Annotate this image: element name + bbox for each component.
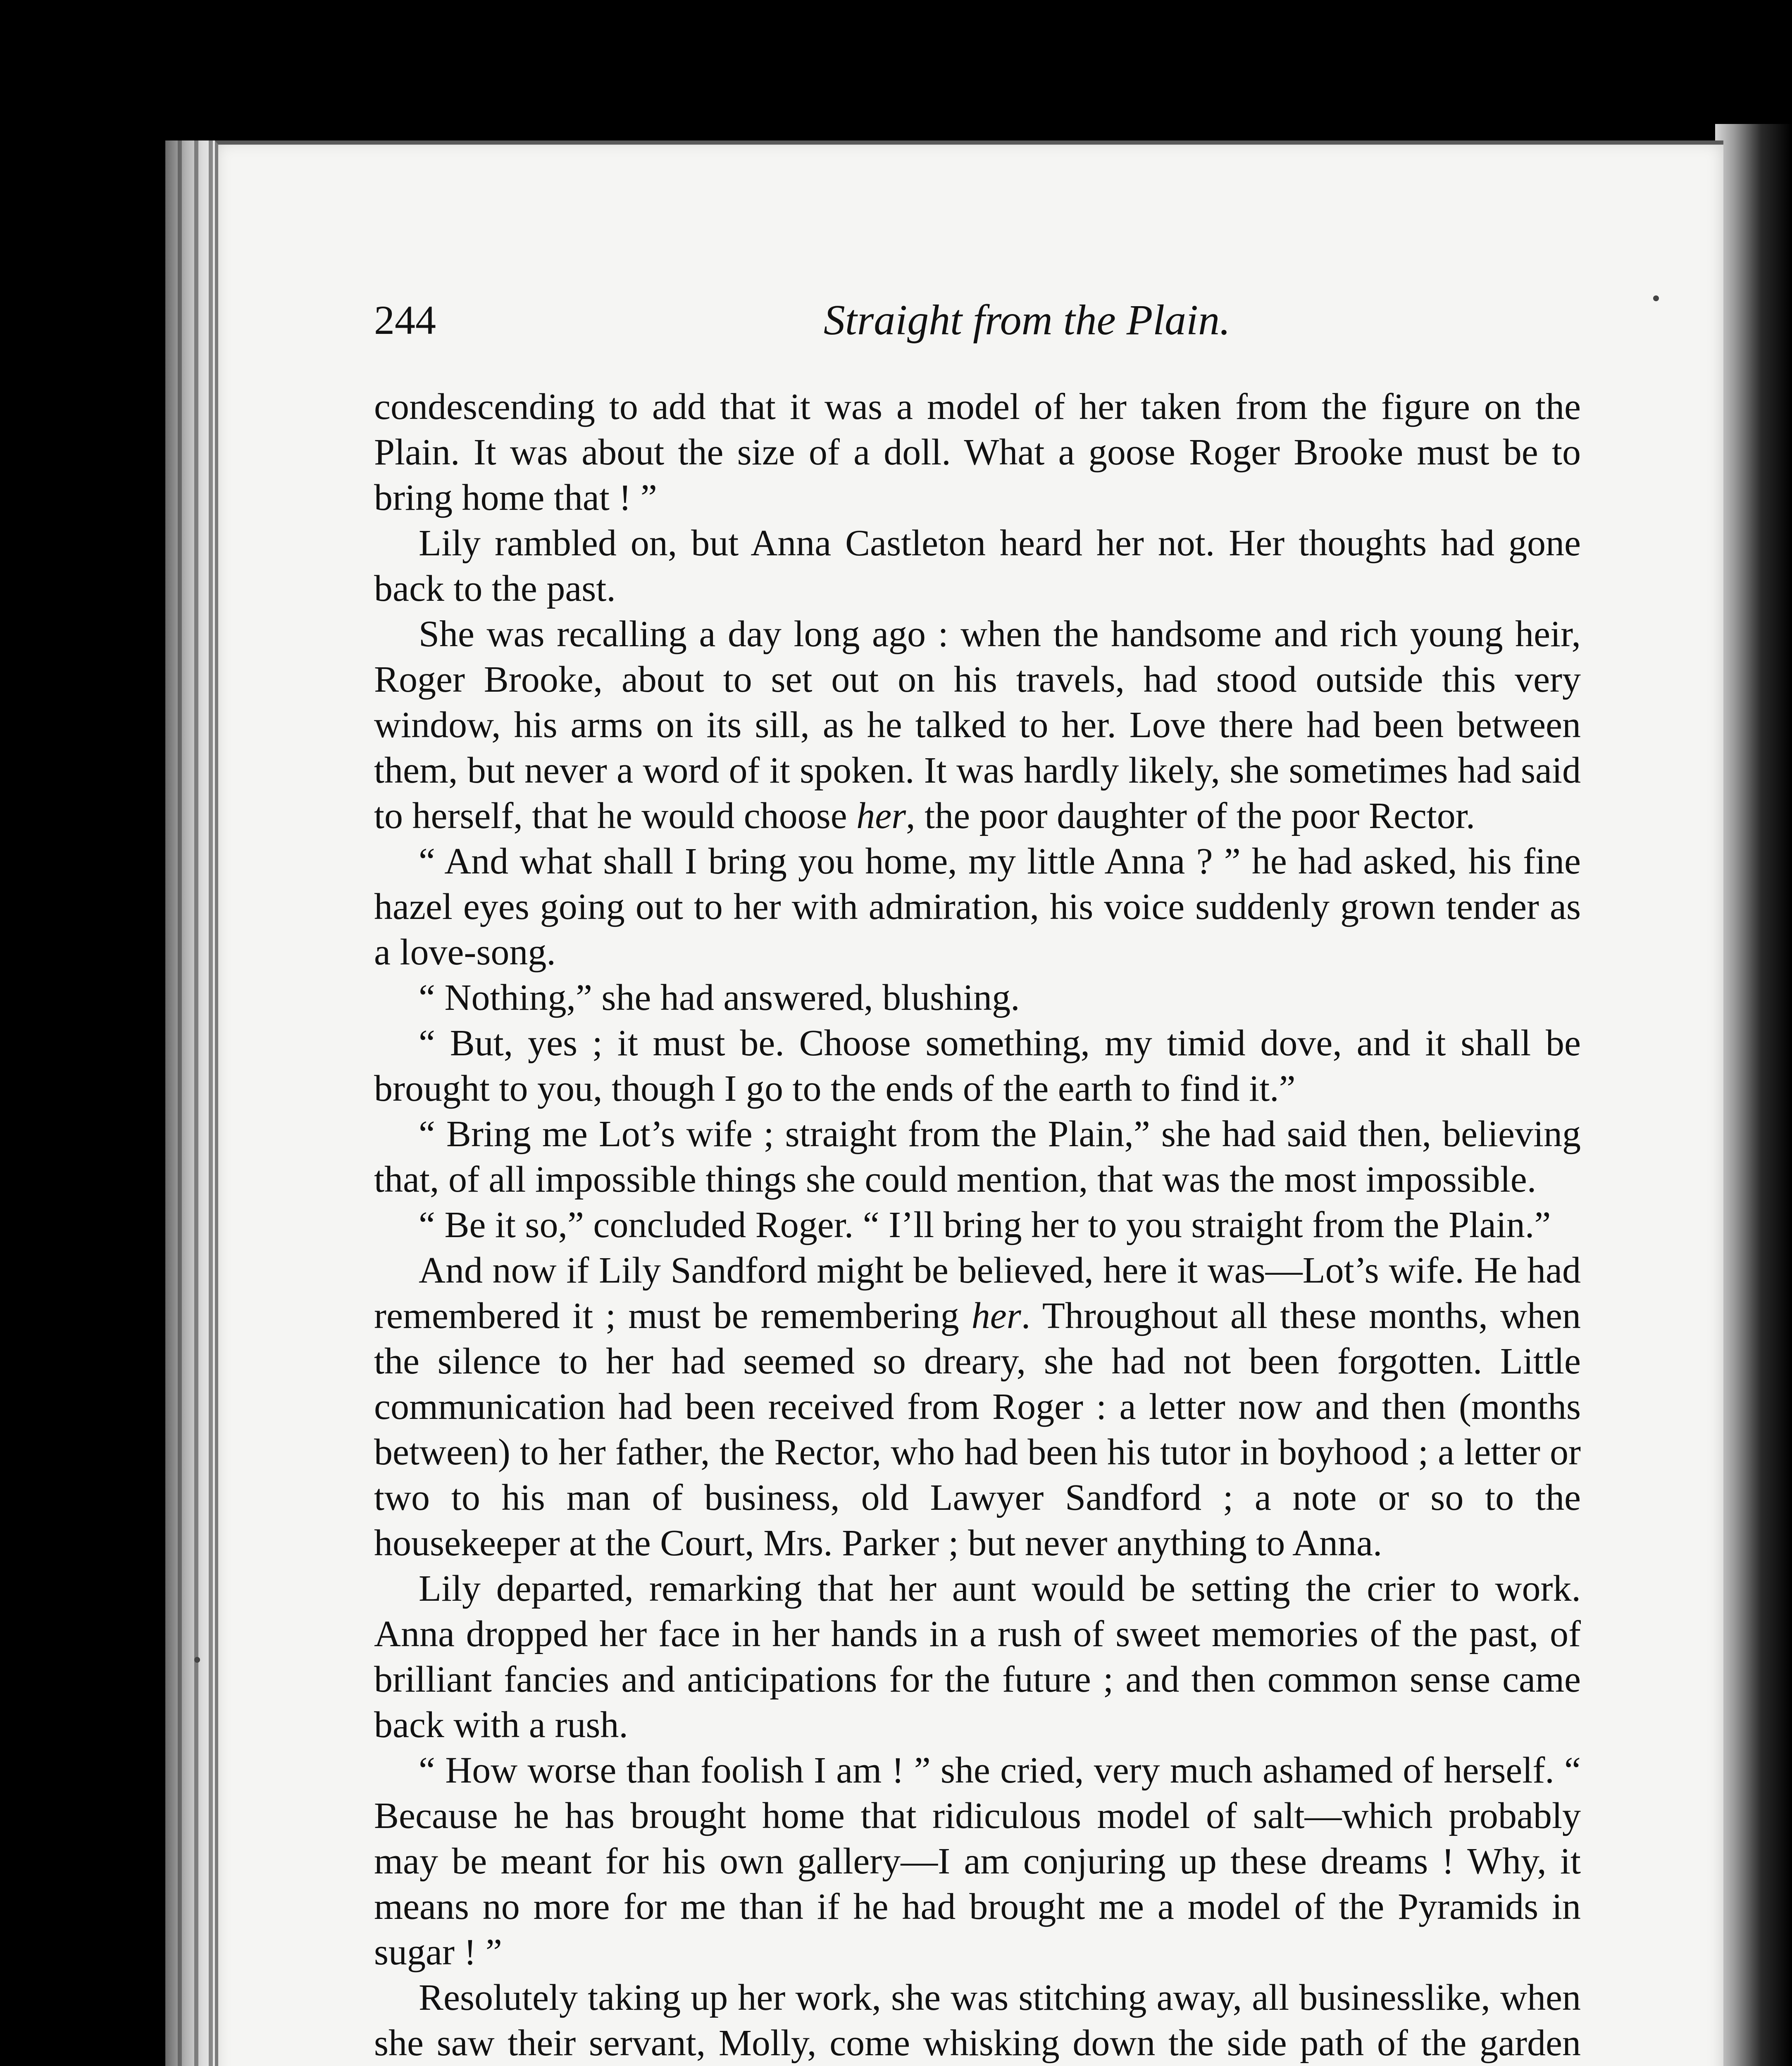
paragraph: “ Nothing,” she had answered, blushing.: [419, 977, 1020, 1018]
binding-line: [194, 140, 198, 2066]
paragraph: “ How worse than foolish I am ! ” she cried, very much ashamed of herself. “ Because he has brought home that ridiculous model of salt—which probably may be meant for his own gallery—I am conjuring up these dreams ! Why, it means no more for me than if he had brought me a model of the Pyramids in sugar ! ”: [374, 1750, 1581, 1973]
running-title: Straight from the Plain.: [823, 296, 1231, 344]
paragraph: condescending to add that it was a model of her taken from the figure on the Plain. It was about the size of a doll. What a goose Roger Brooke must be to bring home that ! ”: [374, 386, 1581, 518]
emphasized-word: her: [971, 1295, 1021, 1336]
print-speck: [1653, 295, 1659, 301]
paragraph: [374, 1248, 1581, 1566]
paragraph-text: And now if Lily Sandford might be believed, here it was—Lot’s wife. He had remembered it ; must be remembering: [374, 1250, 1581, 1336]
paragraph-text: , the poor daughter of the poor Rector.: [906, 795, 1475, 836]
paragraph: “ Be it so,” concluded Roger. “ I’ll bring her to you straight from the Plain.”: [419, 1204, 1551, 1245]
gutter-shadow: [1715, 124, 1792, 2066]
paragraph: [374, 612, 1581, 839]
paragraph: “ Bring me Lot’s wife ; straight from the Plain,” she had said then, believing that, of all impossible things she could mention, that was the most impossible.: [374, 1114, 1581, 1200]
body-text: [374, 384, 1581, 2066]
emphasized-word: her: [856, 795, 906, 836]
paragraph: “ And what shall I bring you home, my little Anna ? ” he had asked, his fine hazel eyes going out to her with admiration, his voice suddenly grown tender as a love-song.: [374, 841, 1581, 973]
paragraph: Lily departed, remarking that her aunt would be setting the crier to work. Anna dropped her face in her hands in a rush of sweet memories of the past, of brilliant fancies and anticipations for the future ; and then common sense came back with a rush.: [374, 1568, 1581, 1745]
paragraph-text: . Throughout all these months, when the silence to her had seemed so dreary, she had not been forgotten. Little communication had been received from Roger : a letter now and then (months between) to her father, the Rector, who had been his tutor in boyhood ; a letter or two to his man of business, old Lawyer Sandford ; a note or so to the housekeeper at the Court, Mrs. Parker ; but never anything to Anna.: [374, 1295, 1581, 1564]
binding-line: [209, 140, 213, 2066]
paragraph: Resolutely taking up her work, she was stitching away, all businesslike, when she saw their servant, Molly, come whisking down the side path of the garden: [374, 1977, 1581, 2064]
paragraph: Lily rambled on, but Anna Castleton heard her not. Her thoughts had gone back to the past.: [374, 523, 1581, 609]
print-speck: [194, 1657, 200, 1663]
binding-line: [178, 140, 182, 2066]
page-number: 244: [374, 297, 436, 343]
page-header: [374, 289, 1581, 351]
paragraph: “ But, yes ; it must be. Choose something, my timid dove, and it shall be brought to you, though I go to the ends of the earth to find it.”: [374, 1023, 1581, 1109]
paragraph-text: She was recalling a day long ago : when the handsome and rich young heir, Roger Brooke, about to set out on his travels, had stood outside this very window, his arms on its sill, as he talked to her. Love there had been between them, but never a word of it spoken. It was hardly likely, she sometimes had said to herself, that he would choose: [374, 614, 1581, 836]
